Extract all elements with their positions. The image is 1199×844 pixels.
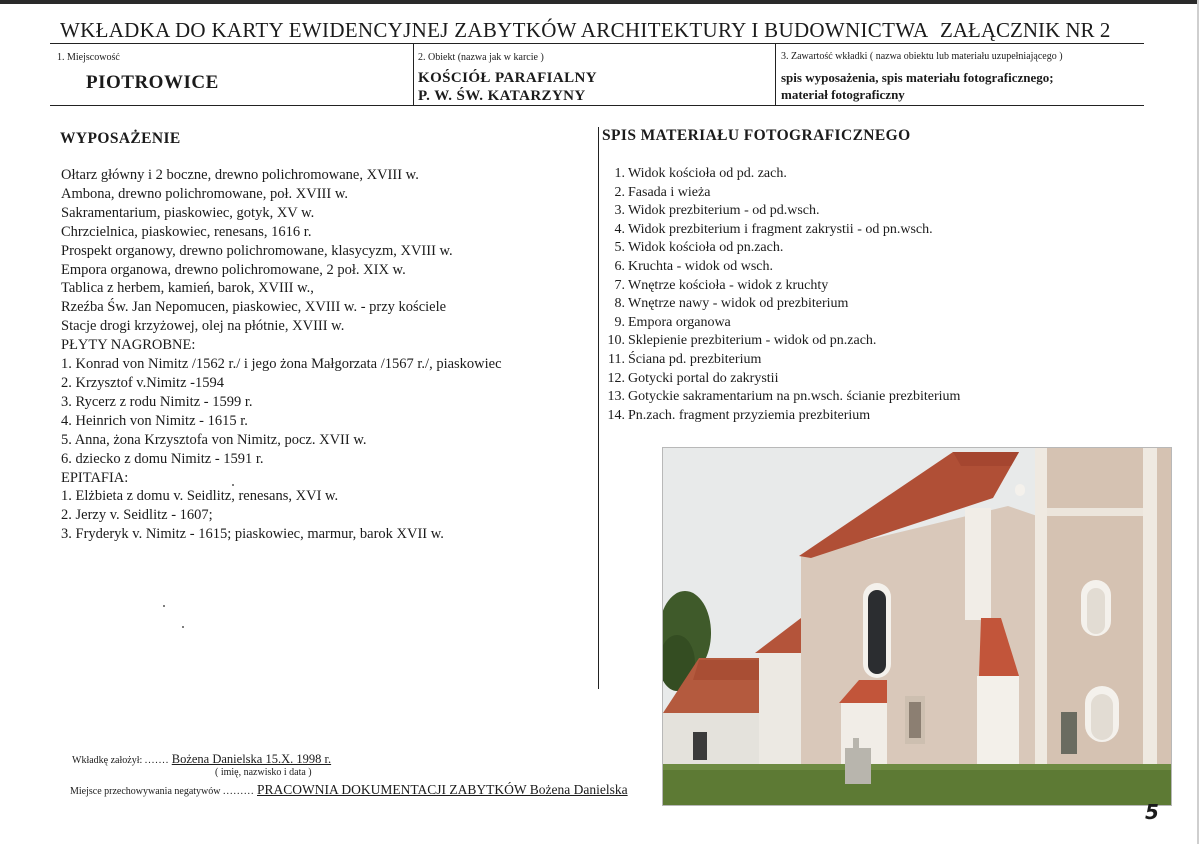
photo-list-item <box>603 239 960 258</box>
founded-value: Bożena Danielska 15.X. 1998 r. <box>171 752 332 766</box>
equipment-line: 1. Elżbieta z domu v. Seidlitz, renesans, XVI w. <box>61 488 339 505</box>
equipment-line: Stacje drogi krzyżowej, olej na płótnie, XVIII w. <box>61 318 345 335</box>
place-label: 1. Miejscowość <box>57 52 120 63</box>
photo-list-item <box>603 370 960 389</box>
equipment-line: 4. Heinrich von Nimitz - 1615 r. <box>61 412 248 429</box>
church-photo-illustration <box>663 448 1171 805</box>
annex-number: ZAŁĄCZNIK NR 2 <box>940 18 1111 42</box>
object-name-line2: P. W. ŚW. KATARZYNY <box>418 88 586 104</box>
document-title: WKŁADKA DO KARTY EWIDENCYJNEJ ZABYTKÓW ARCHITEKTURY I BUDOWNICTWA <box>60 18 929 42</box>
photo-item-number: 5. <box>614 240 625 256</box>
founded-label: Wkładkę założył: <box>72 755 143 766</box>
header-rule-bottom <box>50 105 1144 106</box>
storage-row <box>70 782 628 798</box>
equipment-line: 2. Jerzy v. Seidlitz - 1607; <box>61 507 213 524</box>
photo-item-number: 12. <box>607 370 625 386</box>
photo-list-item <box>603 407 960 426</box>
place-value: PIOTROWICE <box>86 72 219 93</box>
photo-item-number: 7. <box>614 277 625 293</box>
photo-item-text: Empora organowa <box>628 314 731 330</box>
photo-item-number: 14. <box>607 407 625 423</box>
equipment-line: Ołtarz główny i 2 boczne, drewno polichromowane, XVIII w. <box>61 167 419 183</box>
storage-value: PRACOWNIA DOKUMENTACJI ZABYTKÓW Bożena Danielska <box>257 782 628 797</box>
photo-item-number: 2. <box>614 184 625 200</box>
photo-item-text: Ściana pd. prezbiterium <box>628 351 762 367</box>
photo-item-text: Wnętrze nawy - widok od prezbiterium <box>628 296 849 312</box>
photo-item-text: Kruchta - widok od wsch. <box>628 258 774 274</box>
photo-item-number: 9. <box>614 314 625 330</box>
equipment-line: Prospekt organowy, drewno polichromowane, klasycyzm, XVIII w. <box>61 242 453 259</box>
photo-list-item <box>603 221 960 240</box>
photo-list-item <box>603 165 960 184</box>
photo-item-text: Wnętrze kościoła - widok z kruchty <box>628 277 829 293</box>
photo-item-number: 1. <box>614 166 625 181</box>
photo-item-number: 6. <box>614 258 625 274</box>
equipment-line: Empora organowa, drewno polichromowane, 2 poł. XIX w. <box>61 261 406 278</box>
equipment-heading: WYPOSAŻENIE <box>60 130 181 147</box>
photo-item-text: Widok kościoła od pd. zach. <box>628 166 787 181</box>
equipment-line: 5. Anna, żona Krzysztofa von Nimitz, pocz. XVII w. <box>61 431 367 448</box>
storage-label: Miejsce przechowywania negatywów <box>70 786 221 797</box>
scan-edge-top <box>0 0 1199 4</box>
tombstones-heading: PŁYTY NAGROBNE: <box>61 337 196 354</box>
photo-list-item <box>603 184 960 203</box>
equipment-line: 2. Krzysztof v.Nimitz -1594 <box>61 374 224 391</box>
equipment-line: Ambona, drewno polichromowane, poł. XVIII w. <box>61 185 348 202</box>
dotted-leader: ....... <box>144 755 170 766</box>
header-divider-1 <box>413 43 414 106</box>
header-rule-top <box>50 43 1144 44</box>
dotted-leader: ......... <box>223 786 255 797</box>
founded-hint: ( imię, nazwisko i data ) <box>215 767 312 778</box>
photo-item-text: Fasada i wieża <box>628 184 711 200</box>
photo-item-number: 3. <box>614 203 625 219</box>
equipment-line: 3. Fryderyk v. Nimitz - 1615; piaskowiec, marmur, barok XVII w. <box>61 526 444 543</box>
photo-item-number: 8. <box>614 296 625 312</box>
scan-speck <box>232 484 234 486</box>
equipment-line: 3. Rycerz z rodu Nimitz - 1599 r. <box>61 393 253 410</box>
equipment-line: Rzeźba Św. Jan Nepomucen, piaskowiec, XVIII w. - przy kościele <box>61 299 447 316</box>
equipment-line: 6. dziecko z domu Nimitz - 1591 r. <box>61 450 264 467</box>
object-label: 2. Obiekt (nazwa jak w karcie ) <box>418 52 544 63</box>
photo-list <box>603 165 960 425</box>
object-name-line1: KOŚCIÓŁ PARAFIALNY <box>418 70 598 86</box>
church-photograph <box>662 447 1172 806</box>
equipment-line: Tablica z herbem, kamień, barok, XVIII w., <box>61 280 314 297</box>
equipment-line: Chrzcielnica, piaskowiec, renesans, 1616 r. <box>61 223 312 240</box>
photo-list-item <box>603 277 960 296</box>
equipment-line: Sakramentarium, piaskowiec, gotyk, XV w. <box>61 204 315 221</box>
photo-item-number: 13. <box>607 389 625 405</box>
founded-row <box>72 752 331 767</box>
photo-list-item <box>603 314 960 333</box>
photo-item-text: Widok prezbiterium - od pd.wsch. <box>628 203 820 219</box>
photo-item-text: Gotycki portal do zakrystii <box>628 370 779 386</box>
photo-list-item <box>603 332 960 351</box>
photo-list-item <box>603 388 960 407</box>
photo-item-text: Pn.zach. fragment przyziemia prezbiterium <box>628 407 871 423</box>
photo-item-text: Sklepienie prezbiterium - widok od pn.zach. <box>628 333 877 349</box>
equipment-list <box>61 166 502 544</box>
photo-item-number: 11. <box>608 351 625 367</box>
page-number: 5 <box>1145 800 1159 824</box>
photo-list-item <box>603 258 960 277</box>
scan-speck <box>163 605 165 607</box>
epitaphs-heading: EPITAFIA: <box>61 469 129 486</box>
content-line1: spis wyposażenia, spis materiału fotograficznego; <box>781 70 1054 85</box>
photo-item-text: Widok prezbiterium i fragment zakrystii - od pn.wsch. <box>628 221 933 237</box>
photo-item-number: 4. <box>614 221 625 237</box>
photo-item-number: 10. <box>607 333 625 349</box>
photo-list-heading: SPIS MATERIAŁU FOTOGRAFICZNEGO <box>602 127 911 144</box>
photo-list-item <box>603 202 960 221</box>
scan-speck <box>182 626 184 628</box>
equipment-line: 1. Konrad von Nimitz /1562 r./ i jego żona Małgorzata /1567 r./, piaskowiec <box>61 356 502 373</box>
photo-list-item <box>603 351 960 370</box>
column-divider <box>598 127 599 689</box>
photo-item-text: Widok kościoła od pn.zach. <box>628 240 784 256</box>
photo-item-text: Gotyckie sakramentarium na pn.wsch. ścianie prezbiterium <box>628 389 961 405</box>
content-line2: materiał fotograficzny <box>781 87 905 102</box>
photo-list-item <box>603 295 960 314</box>
content-label: 3. Zawartość wkładki ( nazwa obiektu lub materiału uzupełniającego ) <box>781 51 1063 62</box>
header-divider-2 <box>775 43 776 106</box>
